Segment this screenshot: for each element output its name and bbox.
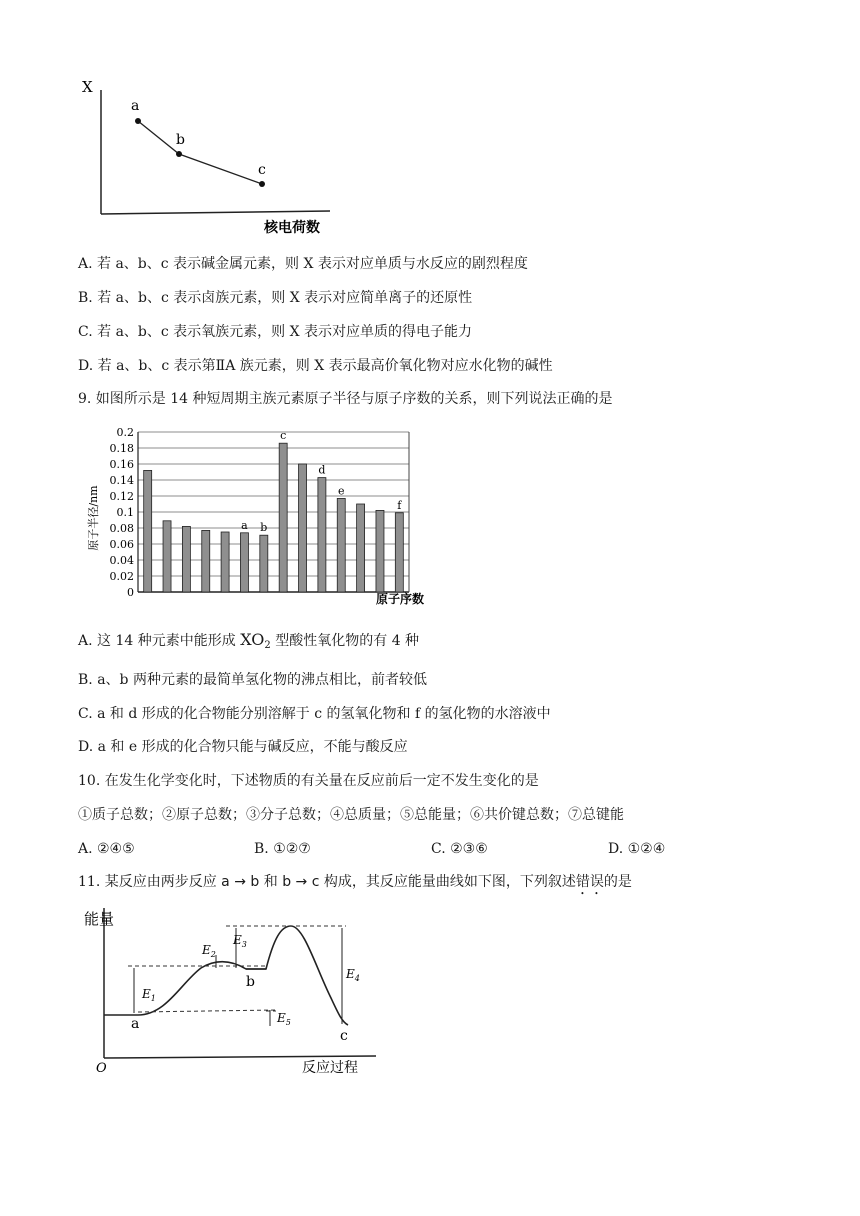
figure-1-x-label: 核电荷数 <box>264 220 320 236</box>
energy-profile-diagram <box>76 898 396 1078</box>
q11-stem-mid: 和 <box>263 874 278 890</box>
chart-x-axis-label: 原子序数 <box>376 592 425 606</box>
q10-stem: 10. 在发生化学变化时，下述物质的有关量在反应前后一定不发生变化的是 <box>78 773 539 789</box>
chart-y-tick-label: 0.04 <box>109 554 134 567</box>
chart-y-tick-label: 0.06 <box>109 538 134 551</box>
chart-bar <box>144 470 152 592</box>
chart-y-tick-label: 0 <box>127 586 134 599</box>
q9-option-a-formula-sub: 2 <box>264 640 271 651</box>
energy-e5-label: $E_5$ <box>277 1011 291 1027</box>
chart-bar <box>337 498 345 592</box>
point-b-label: b <box>176 132 185 148</box>
chart-bar-label: f <box>397 498 402 512</box>
energy-origin: O <box>96 1061 107 1076</box>
chart-bar <box>376 510 384 592</box>
q10-option-a: A. ②④⑤ <box>78 841 135 857</box>
chart-y-tick-label: 0.14 <box>109 474 134 487</box>
chart-bar <box>221 532 229 592</box>
q11-stem <box>78 872 632 898</box>
energy-y-label <box>84 910 114 928</box>
chart-bar <box>395 513 403 592</box>
q9-option-a-post: 型酸性氧化物的有 4 种 <box>275 633 420 649</box>
chart-bar <box>202 530 210 592</box>
q9-stem: 9. 如图所示是 14 种短周期主族元素原子半径与原子序数的关系，则下列说法正确的是 <box>78 391 613 407</box>
energy-y-label-text: 能量 <box>84 910 115 928</box>
energy-e4-label: $E_4$ <box>346 967 360 983</box>
chart-y-tick-label: 0.16 <box>109 458 134 471</box>
chart-bar-label: b <box>260 521 268 535</box>
q9-option-d: D. a 和 e 形成的化合物只能与碱反应，不能与酸反应 <box>78 739 408 755</box>
chart-y-tick-label: 0.18 <box>109 442 134 455</box>
q11-step1: a → b <box>221 874 260 890</box>
chart-bar <box>318 478 326 592</box>
q9-option-c: C. a 和 d 形成的化合物能分别溶解于 c 的氢氧化物和 f 的氢化物的水溶液中 <box>78 706 551 722</box>
chart-bar-label: d <box>318 463 326 477</box>
chart-bar-label: e <box>337 484 345 498</box>
chart-bar <box>299 464 307 592</box>
q11-stem-end: 的是 <box>603 874 632 890</box>
q9-option-a-pre: A. 这 14 种元素中能形成 <box>78 633 236 649</box>
chart-y-tick-label: 0.12 <box>109 490 134 503</box>
chart-bar-label: a <box>241 518 248 532</box>
chart-bar <box>357 504 365 592</box>
chart-bar-label: c <box>280 429 287 443</box>
q10-list: ①质子总数；②原子总数；③分子总数；④总质量；⑤总能量；⑥共价键总数；⑦总键能 <box>78 807 624 823</box>
chart-bar <box>260 535 268 592</box>
chart-y-tick-label: 0.08 <box>109 522 134 535</box>
q11-step2: b → c <box>282 874 320 890</box>
q11-stem-pre: 11. 某反应由两步反应 <box>78 874 217 890</box>
chart-y-tick-label: 0.02 <box>109 570 134 583</box>
q10-option-c: C. ②③⑥ <box>431 841 488 857</box>
q8-option-a: A. 若 a、b、c 表示碱金属元素，则 X 表示对应单质与水反应的剧烈程度 <box>78 256 528 272</box>
q9-option-a-formula: XO <box>240 630 265 649</box>
state-c-label: c <box>340 1028 348 1044</box>
energy-e3-label: $E_3$ <box>233 933 247 949</box>
chart-y-tick-label: 0.1 <box>116 506 134 519</box>
chart-bar <box>182 526 190 592</box>
state-a-label: a <box>131 1016 140 1032</box>
chart-y-axis-label: 原子半径/nm <box>87 485 100 551</box>
energy-e1-label: $E_1$ <box>142 987 156 1003</box>
figure-1-line-diagram <box>70 72 360 242</box>
q8-option-d: D. 若 a、b、c 表示第ⅡA 族元素，则 X 表示最高价氧化物对应水化物的碱性 <box>78 358 553 374</box>
energy-e2-label: $E_2$ <box>202 943 216 959</box>
q10-option-b: B. ①②⑦ <box>254 841 311 857</box>
q9-option-b: B. a、b 两种元素的最简单氢化物的沸点相比，前者较低 <box>78 672 427 688</box>
q11-emphasis: 错误 <box>575 874 604 890</box>
q11-stem-post: 构成，其反应能量曲线如下图，下列叙述 <box>323 874 576 890</box>
point-a-label: a <box>131 98 140 114</box>
chart-bar <box>240 533 248 592</box>
q10-option-d: D. ①②④ <box>608 841 666 857</box>
state-b-label: b <box>246 974 255 990</box>
point-c-label: c <box>258 162 266 178</box>
atomic-radius-bar-chart <box>76 422 425 610</box>
q9-option-a <box>78 630 419 656</box>
energy-x-label: 反应过程 <box>302 1060 358 1076</box>
figure-1-y-label: X <box>82 78 93 96</box>
q8-option-c: C. 若 a、b、c 表示氧族元素，则 X 表示对应单质的得电子能力 <box>78 324 473 340</box>
chart-y-tick-label: 0.2 <box>116 426 134 439</box>
chart-bar <box>163 521 171 592</box>
q8-option-b: B. 若 a、b、c 表示卤族元素，则 X 表示对应简单离子的还原性 <box>78 290 473 306</box>
chart-bar <box>279 443 287 592</box>
